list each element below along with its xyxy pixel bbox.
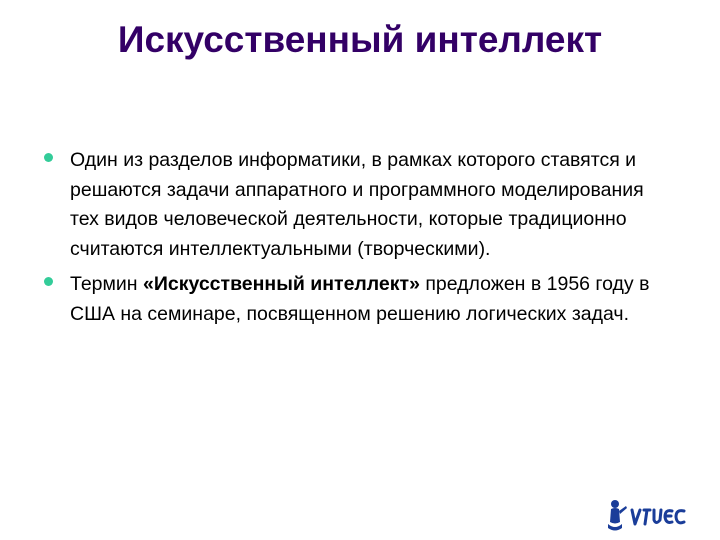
bullet-text-before: Термин (70, 273, 143, 295)
bullet-text: Один из разделов информатики, в рамках которого ставятся и решаются задачи аппаратного и программного моделирования тех видов человеческой деятельности, которые традиционно считаются интеллектуальными (творческими). (70, 149, 644, 260)
round-bullet-icon (44, 153, 53, 162)
round-bullet-icon (44, 277, 53, 286)
slide-title: Искусственный интеллект (117, 19, 603, 60)
bullet-text-after: предложен в 1956 году в США на семинаре, посвященном решению логических задач. (70, 273, 650, 325)
bullet-item (44, 270, 664, 329)
bullet-text-bold-term: «Искусственный интеллект» (143, 273, 420, 295)
university-logo-icon (604, 498, 700, 534)
bullet-text (70, 273, 649, 325)
bullet-list (44, 146, 664, 335)
bullet-item (44, 146, 664, 264)
